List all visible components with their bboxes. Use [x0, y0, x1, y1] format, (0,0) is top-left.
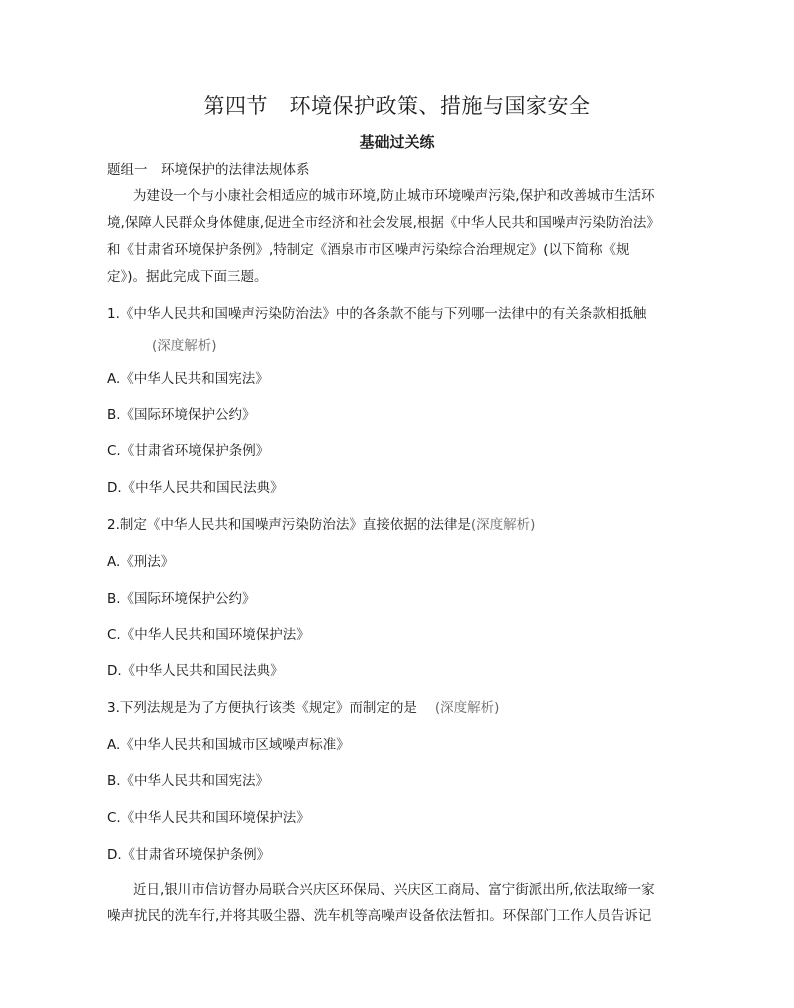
question-2-option-c: C.《中华人民共和国环境保护法》 — [107, 627, 310, 643]
question-3-stem: 3.下列法规是为了方便执行该类《规定》而制定的是 — [107, 700, 417, 716]
question-1-option-b: B.《国际环境保护公约》 — [107, 407, 256, 423]
section-subtitle: 基础过关练 — [359, 133, 435, 151]
question-1-stem: 1.《中华人民共和国噪声污染防治法》中的各条款不能与下列哪一法律中的有关条款相抵触 — [107, 306, 647, 322]
question-3-option-a: A.《中华人民共和国城市区域噪声标准》 — [107, 737, 350, 753]
passage-line: 定》)。据此完成下面三题。 — [107, 269, 268, 285]
question-group-heading: 题组一 环境保护的法律法规体系 — [107, 162, 310, 178]
question-1-option-c: C.《甘肃省环境保护条例》 — [107, 443, 270, 459]
question-2-option-a: A.《刑法》 — [107, 554, 175, 570]
question-3-option-d: D.《甘肃省环境保护条例》 — [107, 847, 271, 863]
question-2-hint: (深度解析) — [470, 517, 536, 533]
question-2-option-d: D.《中华人民共和国民法典》 — [107, 663, 284, 679]
question-3-option-b: B.《中华人民共和国宪法》 — [107, 773, 270, 789]
question-1-option-a: A.《中华人民共和国宪法》 — [107, 371, 269, 387]
page-title: 第四节 环境保护政策、措施与国家安全 — [203, 94, 591, 118]
question-3-hint: (深度解析) — [434, 700, 500, 716]
question-2 — [107, 515, 535, 535]
question-1-hint: (深度解析) — [152, 338, 217, 354]
passage-line: 和《甘肃省环境保护条例》,特制定《酒泉市市区噪声污染综合治理规定》(以下简称《规 — [107, 242, 630, 258]
question-3 — [107, 698, 499, 718]
question-1-option-d: D.《中华人民共和国民法典》 — [107, 480, 284, 496]
question-2-stem: 2.制定《中华人民共和国噪声污染防治法》直接依据的法律是 — [107, 517, 471, 533]
passage-line: 为建设一个与小康社会相适应的城市环境,防止城市环境噪声污染,保护和改善城市生活环 — [133, 188, 655, 204]
passage-line: 境,保障人民群众身体健康,促进全市经济和社会发展,根据《中华人民共和国噪声污染防治法》 — [107, 215, 660, 231]
passage2-line: 噪声扰民的洗车行,并将其吸尘器、洗车机等高噪声设备依法暂扣。环保部门工作人员告诉记 — [107, 908, 652, 924]
question-3-option-c: C.《中华人民共和国环境保护法》 — [107, 810, 310, 826]
question-2-option-b: B.《国际环境保护公约》 — [107, 591, 256, 607]
passage2-line: 近日,银川市信访督办局联合兴庆区环保局、兴庆区工商局、富宁街派出所,依法取缔一家 — [133, 882, 655, 898]
